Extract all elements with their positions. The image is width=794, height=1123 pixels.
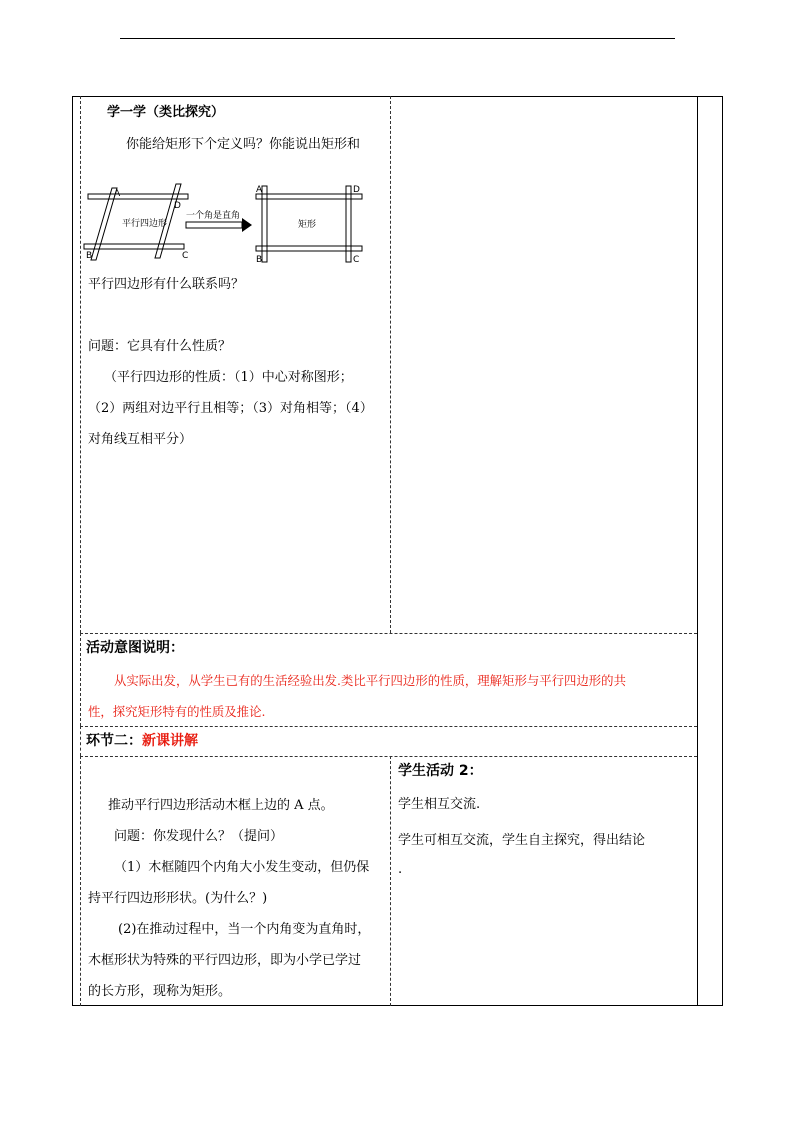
label-b-right: B	[256, 255, 263, 265]
table-border-right	[722, 96, 723, 1006]
section1-line1: 你能给矩形下个定义吗？你能说出矩形和	[126, 137, 361, 152]
parallelogram-label: 平行四边形	[122, 219, 168, 229]
row-divider-1	[80, 633, 697, 634]
column-divider-2	[390, 756, 391, 1006]
section2-p4a: (2)在推动过程中，当一个内角变为直角时，	[118, 922, 371, 937]
section1-props2: （2）两组对边平行且相等；（3）对角相等；（4）	[88, 401, 373, 416]
section2-p4c: 的长方形，现称为矩形。	[88, 984, 232, 999]
row4-left-edge	[80, 756, 81, 1006]
column-divider-1	[390, 96, 391, 633]
row-divider-2	[80, 726, 697, 727]
student-activity-r3: .	[398, 862, 403, 877]
intent-line1: 从实际出发，从学生已有的生活经验出发.类比平行四边形的性质，理解矩形与平行四边形的共	[114, 673, 626, 688]
header-rule	[120, 38, 675, 39]
student-activity-r1: 学生相互交流.	[398, 797, 481, 812]
section1-heading: 学一学（类比探究）	[107, 105, 225, 120]
table-border-left	[72, 96, 73, 1006]
section1-props3: 对角线互相平分）	[88, 432, 193, 447]
label-d-left: D	[174, 201, 181, 211]
section2-title: 新课讲解	[142, 733, 198, 749]
arrow-label: 一个角是直角	[186, 211, 241, 221]
student-activity-title: 学生活动 2：	[398, 763, 483, 779]
section1-question: 问题：它具有什么性质？	[88, 339, 232, 354]
intent-title: 活动意图说明：	[86, 640, 184, 656]
label-a-left: A	[114, 189, 121, 199]
intent-left-edge	[80, 633, 81, 726]
table-inner-right-border	[697, 96, 698, 1006]
rectangle-label: 矩形	[298, 220, 317, 230]
section2-label: 环节二：	[86, 733, 142, 749]
label-b-left: B	[86, 251, 93, 261]
section1-line2: 平行四边形有什么联系吗？	[88, 277, 245, 292]
label-c-right: C	[353, 255, 360, 265]
table-border-bottom	[72, 1005, 723, 1006]
student-activity-r2: 学生可相互交流，学生自主探究，得出结论	[398, 833, 646, 848]
section2-p2: 问题：你发现什么？（提问）	[114, 829, 284, 844]
section2-p3a: （1）木框随四个内角大小发生变动，但仍保	[114, 860, 370, 875]
label-d-right: D	[353, 185, 360, 195]
section2-p4b: 木框形状为特殊的平行四边形，即为小学已学过	[88, 953, 362, 968]
rectangle-diagram	[82, 180, 366, 266]
table-border-top	[72, 96, 723, 97]
label-a-right: A	[256, 185, 263, 195]
section2-heading	[86, 732, 198, 750]
intent-line2: 性，探究矩形特有的性质及推论.	[88, 704, 266, 719]
section2-p3b: 持平行四边形形状。(为什么？)	[88, 891, 268, 906]
row-divider-3	[80, 756, 697, 757]
section2-p1: 推动平行四边形活动木框上边的 A 点。	[108, 798, 334, 813]
section2-left-edge	[80, 726, 81, 756]
section1-props1: （平行四边形的性质：（1）中心对称图形；	[104, 370, 353, 385]
label-c-left: C	[182, 251, 189, 261]
cell-left-edge	[80, 96, 81, 633]
